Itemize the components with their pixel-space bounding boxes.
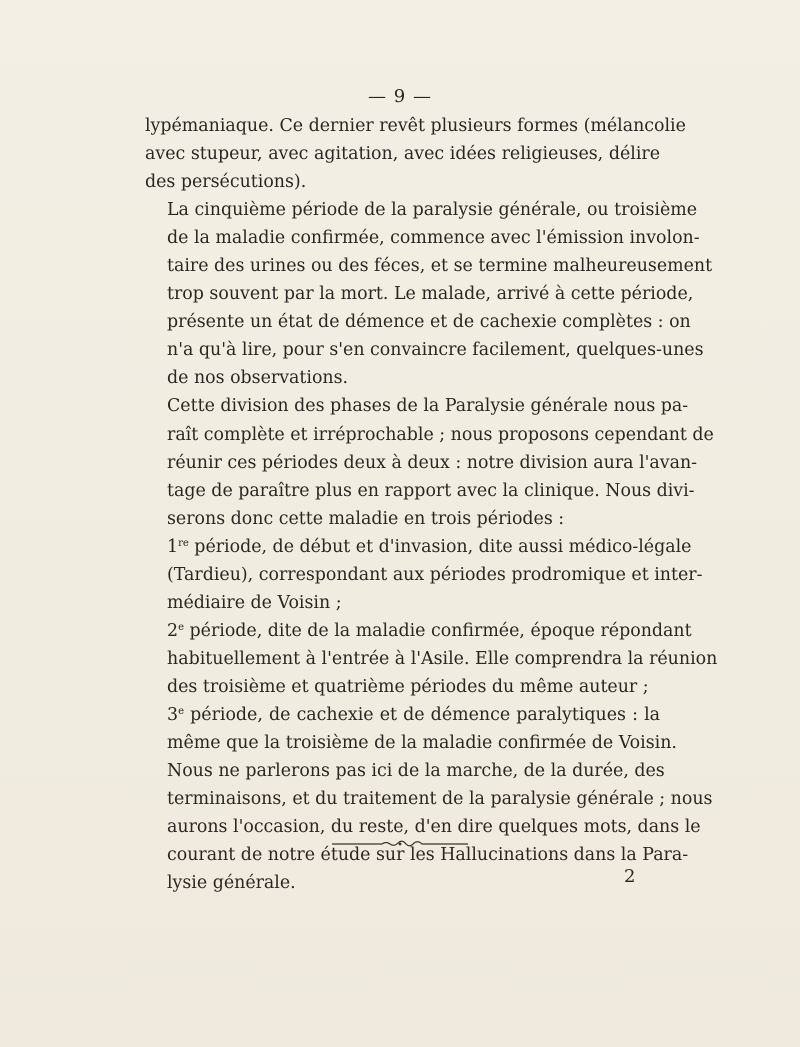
text-line [145,533,692,561]
text-line: présente un état de démence et de cachexie complètes : on [167,312,691,333]
body-text [145,112,718,897]
text-line: même que la troisième de la maladie confirmée de Voisin. [167,733,677,754]
text-line [145,701,660,729]
paragraph-period-3 [145,701,677,757]
paragraph-2 [145,196,713,392]
text-line: de la maladie confirmée, commence avec l'émission involon- [167,228,700,249]
text-line: La cinquième période de la paralysie générale, ou troisième [167,200,698,221]
ordinal-suffix: e [178,705,184,717]
page-number: — 9 — [368,86,432,107]
text-line: médiaire de Voisin ; [167,592,342,613]
text-line: réunir ces périodes deux à deux : notre division aura l'avan- [167,452,698,473]
text-line: (Tardieu), correspondant aux périodes prodromique et inter- [167,564,703,585]
text-line: des persécutions). [145,172,307,193]
text-line: avec stupeur, avec agitation, avec idées religieuses, délire [145,144,660,165]
paragraph-1 [145,112,686,196]
text-line: courant de notre étude sur les Hallucinations dans la Para- [167,845,689,866]
ordinal-suffix: e [178,621,184,633]
end-of-chapter-flourish-icon [330,838,470,850]
ordinal-suffix: re [178,537,189,549]
line-text: période, de début et d'invasion, dite aussi médico-légale [188,536,692,557]
text-line: tage de paraître plus en rapport avec la clinique. Nous divi- [167,480,695,501]
text-line: des troisième et quatrième périodes du même auteur ; [167,676,649,697]
text-line: n'a qu'à lire, pour s'en convaincre facilement, quelques-unes [167,340,704,361]
text-line: taire des urines ou des féces, et se termine malheureusement [167,256,713,277]
text-line: terminaisons, et du traitement de la paralysie générale ; nous [167,789,713,810]
text-line: lysie générale. [167,873,296,894]
ordinal: 1 [167,536,179,557]
ordinal: 2 [167,620,179,641]
text-line: de nos observations. [167,368,349,389]
text-line: lypémaniaque. Ce dernier revêt plusieurs formes (mélancolie [145,116,686,136]
paragraph-final [145,757,713,897]
line-text: période, dite de la maladie confirmée, époque répondant [184,620,692,641]
text-line: raît complète et irréprochable ; nous proposons cependant de [167,424,714,445]
text-line: Cette division des phases de la Paralysie générale nous pa- [167,396,689,417]
signature-mark: 2 [624,866,636,887]
text-line [145,617,692,645]
paragraph-3 [145,392,714,532]
text-line: habituellement à l'entrée à l'Asile. Elle comprendra la réunion [167,648,718,669]
text-line: Nous ne parlerons pas ici de la marche, de la durée, des [167,761,665,782]
ordinal: 3 [167,704,179,725]
paragraph-period-1 [145,533,703,617]
text-line: aurons l'occasion, du reste, d'en dire quelques mots, dans le [167,817,701,838]
line-text: période, de cachexie et de démence paralytiques : la [184,704,660,725]
text-line: serons donc cette maladie en trois périodes : [167,508,565,529]
paragraph-period-2 [145,617,718,701]
text-line: trop souvent par la mort. Le malade, arrivé à cette période, [167,284,694,305]
